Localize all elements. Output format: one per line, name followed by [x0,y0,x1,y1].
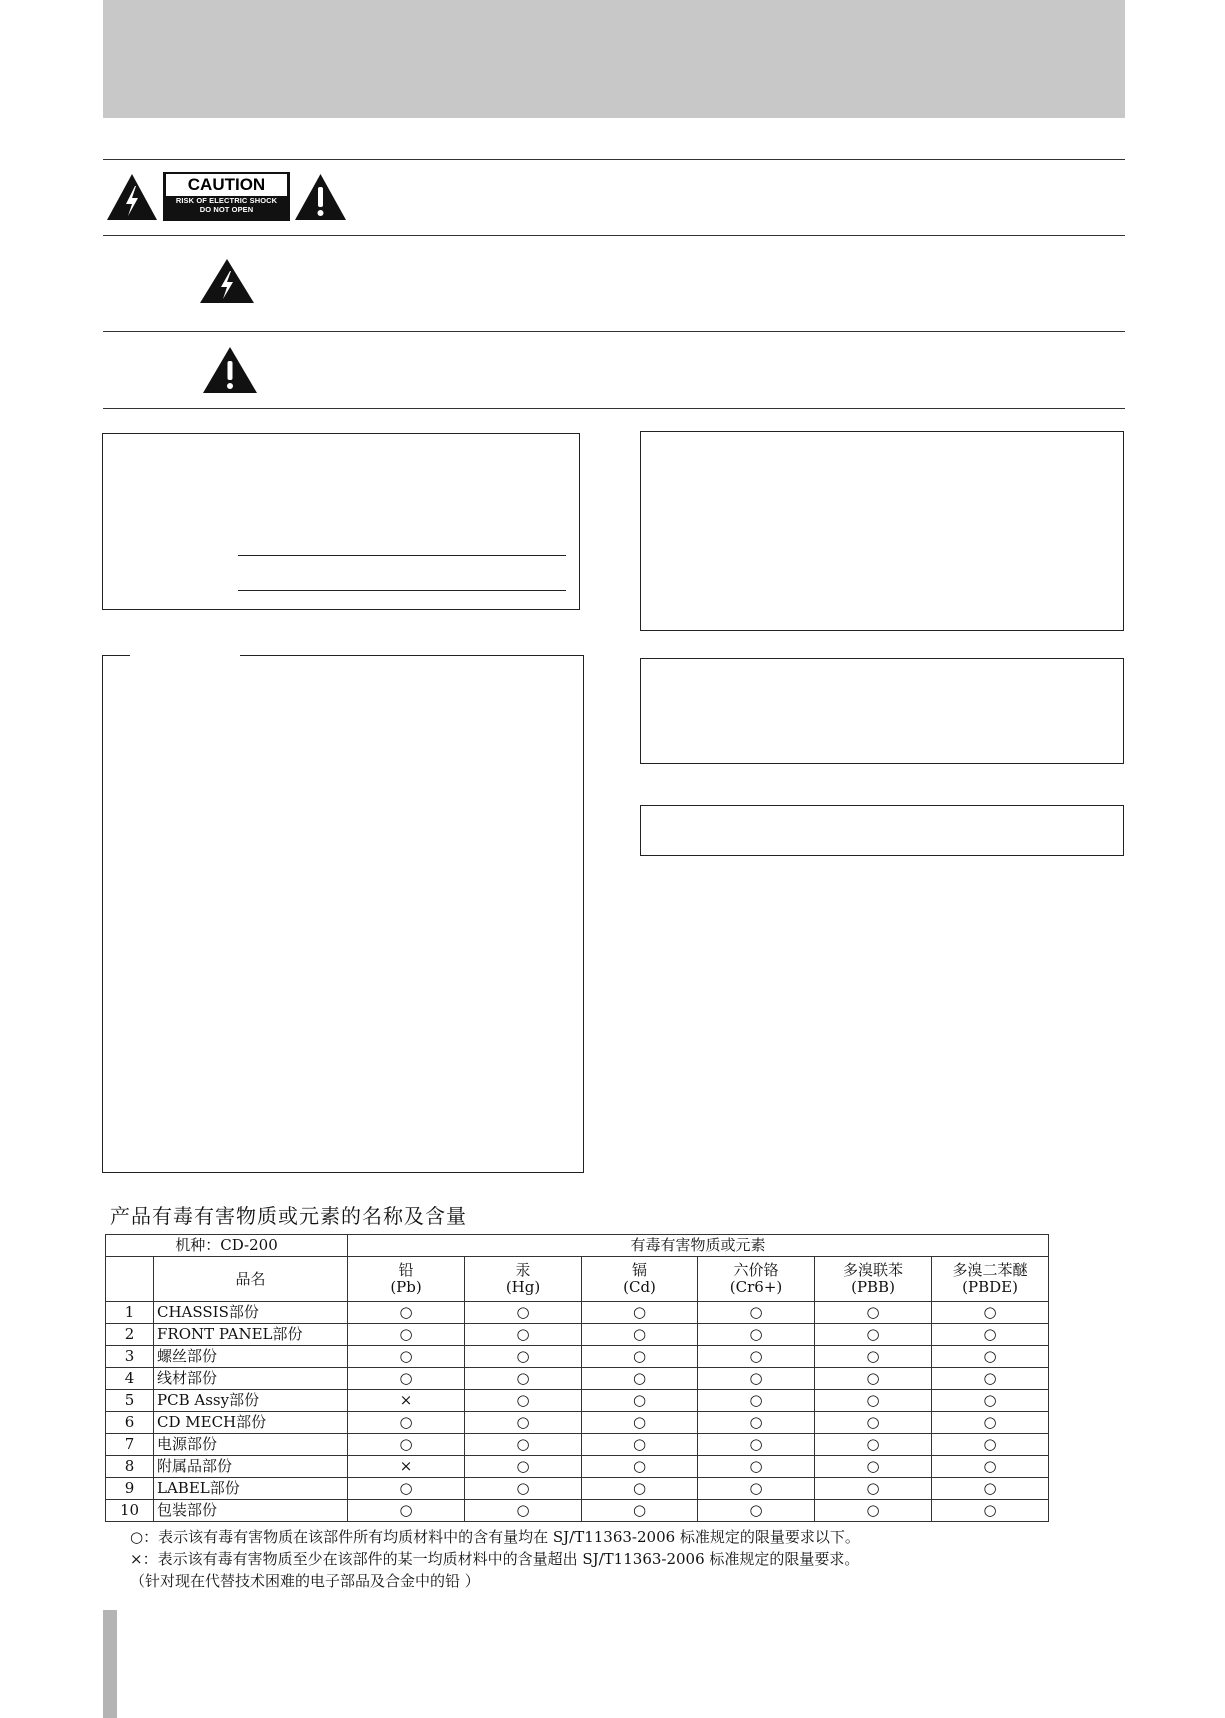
rohs-table-title: 产品有毒有害物质或元素的名称及含量 [110,1204,467,1228]
substance-mark: ○ [465,1412,582,1434]
rohs-table [105,1234,1049,1522]
notice-box [640,658,1124,764]
caution-line-1: RISK OF ELECTRIC SHOCK [175,196,278,205]
substance-mark: ○ [932,1412,1049,1434]
table-row [106,1500,1049,1522]
substance-mark: ○ [698,1456,815,1478]
substance-mark: ○ [932,1456,1049,1478]
substance-mark: ○ [815,1456,932,1478]
table-row [106,1456,1049,1478]
substance-mark: × [348,1456,465,1478]
substance-mark: ○ [698,1302,815,1324]
substance-mark: ○ [582,1324,698,1346]
row-number: 9 [106,1478,154,1500]
row-number: 2 [106,1324,154,1346]
row-number: 8 [106,1456,154,1478]
serial-number-line [238,590,566,591]
substances-group-header: 有毒有害物质或元素 [348,1235,1049,1257]
substance-mark: ○ [698,1368,815,1390]
model-number-line [238,555,566,556]
substance-mark: ○ [582,1478,698,1500]
substance-mark: ○ [465,1324,582,1346]
substance-mark: ○ [465,1302,582,1324]
substance-mark: ○ [815,1412,932,1434]
caution-line-2: DO NOT OPEN [199,205,254,214]
lightning-warning-icon [105,172,159,222]
substance-mark: ○ [815,1434,932,1456]
substance-mark: ○ [932,1368,1049,1390]
record-box [102,433,580,610]
part-name: 附属品部份 [154,1456,348,1478]
notice-box [640,805,1124,856]
substance-mark: ○ [815,1368,932,1390]
exclamation-warning-icon [293,172,348,222]
row-number: 10 [106,1500,154,1522]
substance-mark: ○ [582,1412,698,1434]
substance-mark: ○ [698,1324,815,1346]
substance-mark: ○ [698,1412,815,1434]
substance-mark: ○ [815,1390,932,1412]
row-number: 1 [106,1302,154,1324]
substance-mark: ○ [815,1346,932,1368]
part-name: CD MECH部份 [154,1412,348,1434]
row-number: 3 [106,1346,154,1368]
substance-mark: ○ [815,1478,932,1500]
table-row [106,1324,1049,1346]
part-name: 线材部份 [154,1368,348,1390]
substance-mark: ○ [582,1390,698,1412]
substance-mark: ○ [932,1478,1049,1500]
substance-mark: ○ [465,1478,582,1500]
divider-rule [103,159,1125,160]
substance-mark: ○ [698,1434,815,1456]
notice-box [640,431,1124,631]
note-cross: ×：表示该有毒有害物质至少在该部件的某一均质材料中的含量超出 SJ/T11363-2006 标准规定的限量要求。 [130,1550,860,1568]
part-name: PCB Assy部份 [154,1390,348,1412]
page-side-tab [103,1610,117,1718]
safety-instructions-box [102,655,584,1173]
substance-mark: ○ [815,1324,932,1346]
substance-mark: ○ [348,1412,465,1434]
substance-mark: ○ [698,1390,815,1412]
table-row [106,1412,1049,1434]
substance-mark: ○ [932,1390,1049,1412]
part-name: CHASSIS部份 [154,1302,348,1324]
substance-header: 铅 (Pb) [348,1257,465,1302]
substance-mark: ○ [815,1500,932,1522]
table-row [106,1434,1049,1456]
part-name-header: 品名 [154,1257,348,1302]
substance-mark: ○ [465,1456,582,1478]
substance-mark: ○ [932,1302,1049,1324]
rohs-notes [130,1526,860,1592]
substance-mark: ○ [582,1346,698,1368]
substance-mark: ○ [582,1456,698,1478]
note-circle: ○：表示该有毒有害物质在该部件所有均质材料中的含有量均在 SJ/T11363-2006 标准规定的限量要求以下。 [130,1528,860,1546]
substance-mark: ○ [465,1368,582,1390]
substance-header: 多溴联苯 (PBB) [815,1257,932,1302]
substance-mark: ○ [348,1500,465,1522]
substance-mark: ○ [932,1346,1049,1368]
substance-header: 多溴二苯醚 (PBDE) [932,1257,1049,1302]
substance-mark: ○ [932,1434,1049,1456]
substance-header: 六价铬 (Cr6+) [698,1257,815,1302]
note-lead-exemption: （针对现在代替技术困难的电子部品及合金中的铅 ） [130,1572,480,1590]
table-row [106,1390,1049,1412]
divider-rule [103,331,1125,332]
table-row [106,1478,1049,1500]
table-row [106,1302,1049,1324]
substance-mark: ○ [582,1500,698,1522]
model-label: 机种：CD-200 [106,1235,348,1257]
row-number: 7 [106,1434,154,1456]
substance-mark: ○ [698,1478,815,1500]
header-band [103,0,1125,118]
table-row [106,1346,1049,1368]
substance-mark: ○ [582,1434,698,1456]
substance-mark: ○ [348,1478,465,1500]
row-number: 6 [106,1412,154,1434]
substance-mark: ○ [698,1500,815,1522]
substance-header: 汞 (Hg) [465,1257,582,1302]
box-heading-gap [130,652,240,658]
part-name: LABEL部份 [154,1478,348,1500]
caution-title: CAUTION [166,174,287,196]
row-number: 4 [106,1368,154,1390]
substance-mark: × [348,1390,465,1412]
substance-mark: ○ [348,1346,465,1368]
table-row [106,1368,1049,1390]
substance-mark: ○ [582,1302,698,1324]
part-name: FRONT PANEL部份 [154,1324,348,1346]
substance-header: 镉 (Cd) [582,1257,698,1302]
part-name: 包装部份 [154,1500,348,1522]
substance-mark: ○ [932,1500,1049,1522]
substance-mark: ○ [465,1500,582,1522]
part-name: 电源部份 [154,1434,348,1456]
substance-mark: ○ [465,1390,582,1412]
substance-mark: ○ [348,1434,465,1456]
divider-rule [103,235,1125,236]
substance-mark: ○ [932,1324,1049,1346]
substance-mark: ○ [465,1434,582,1456]
divider-rule [103,408,1125,409]
exclamation-warning-icon [202,346,258,394]
caution-label [163,172,290,221]
lightning-warning-icon [198,258,256,304]
substance-mark: ○ [815,1302,932,1324]
substance-mark: ○ [348,1302,465,1324]
substance-mark: ○ [465,1346,582,1368]
substance-mark: ○ [348,1324,465,1346]
part-name: 螺丝部份 [154,1346,348,1368]
row-number-header [106,1257,154,1302]
substance-mark: ○ [348,1368,465,1390]
row-number: 5 [106,1390,154,1412]
substance-mark: ○ [698,1346,815,1368]
substance-mark: ○ [582,1368,698,1390]
